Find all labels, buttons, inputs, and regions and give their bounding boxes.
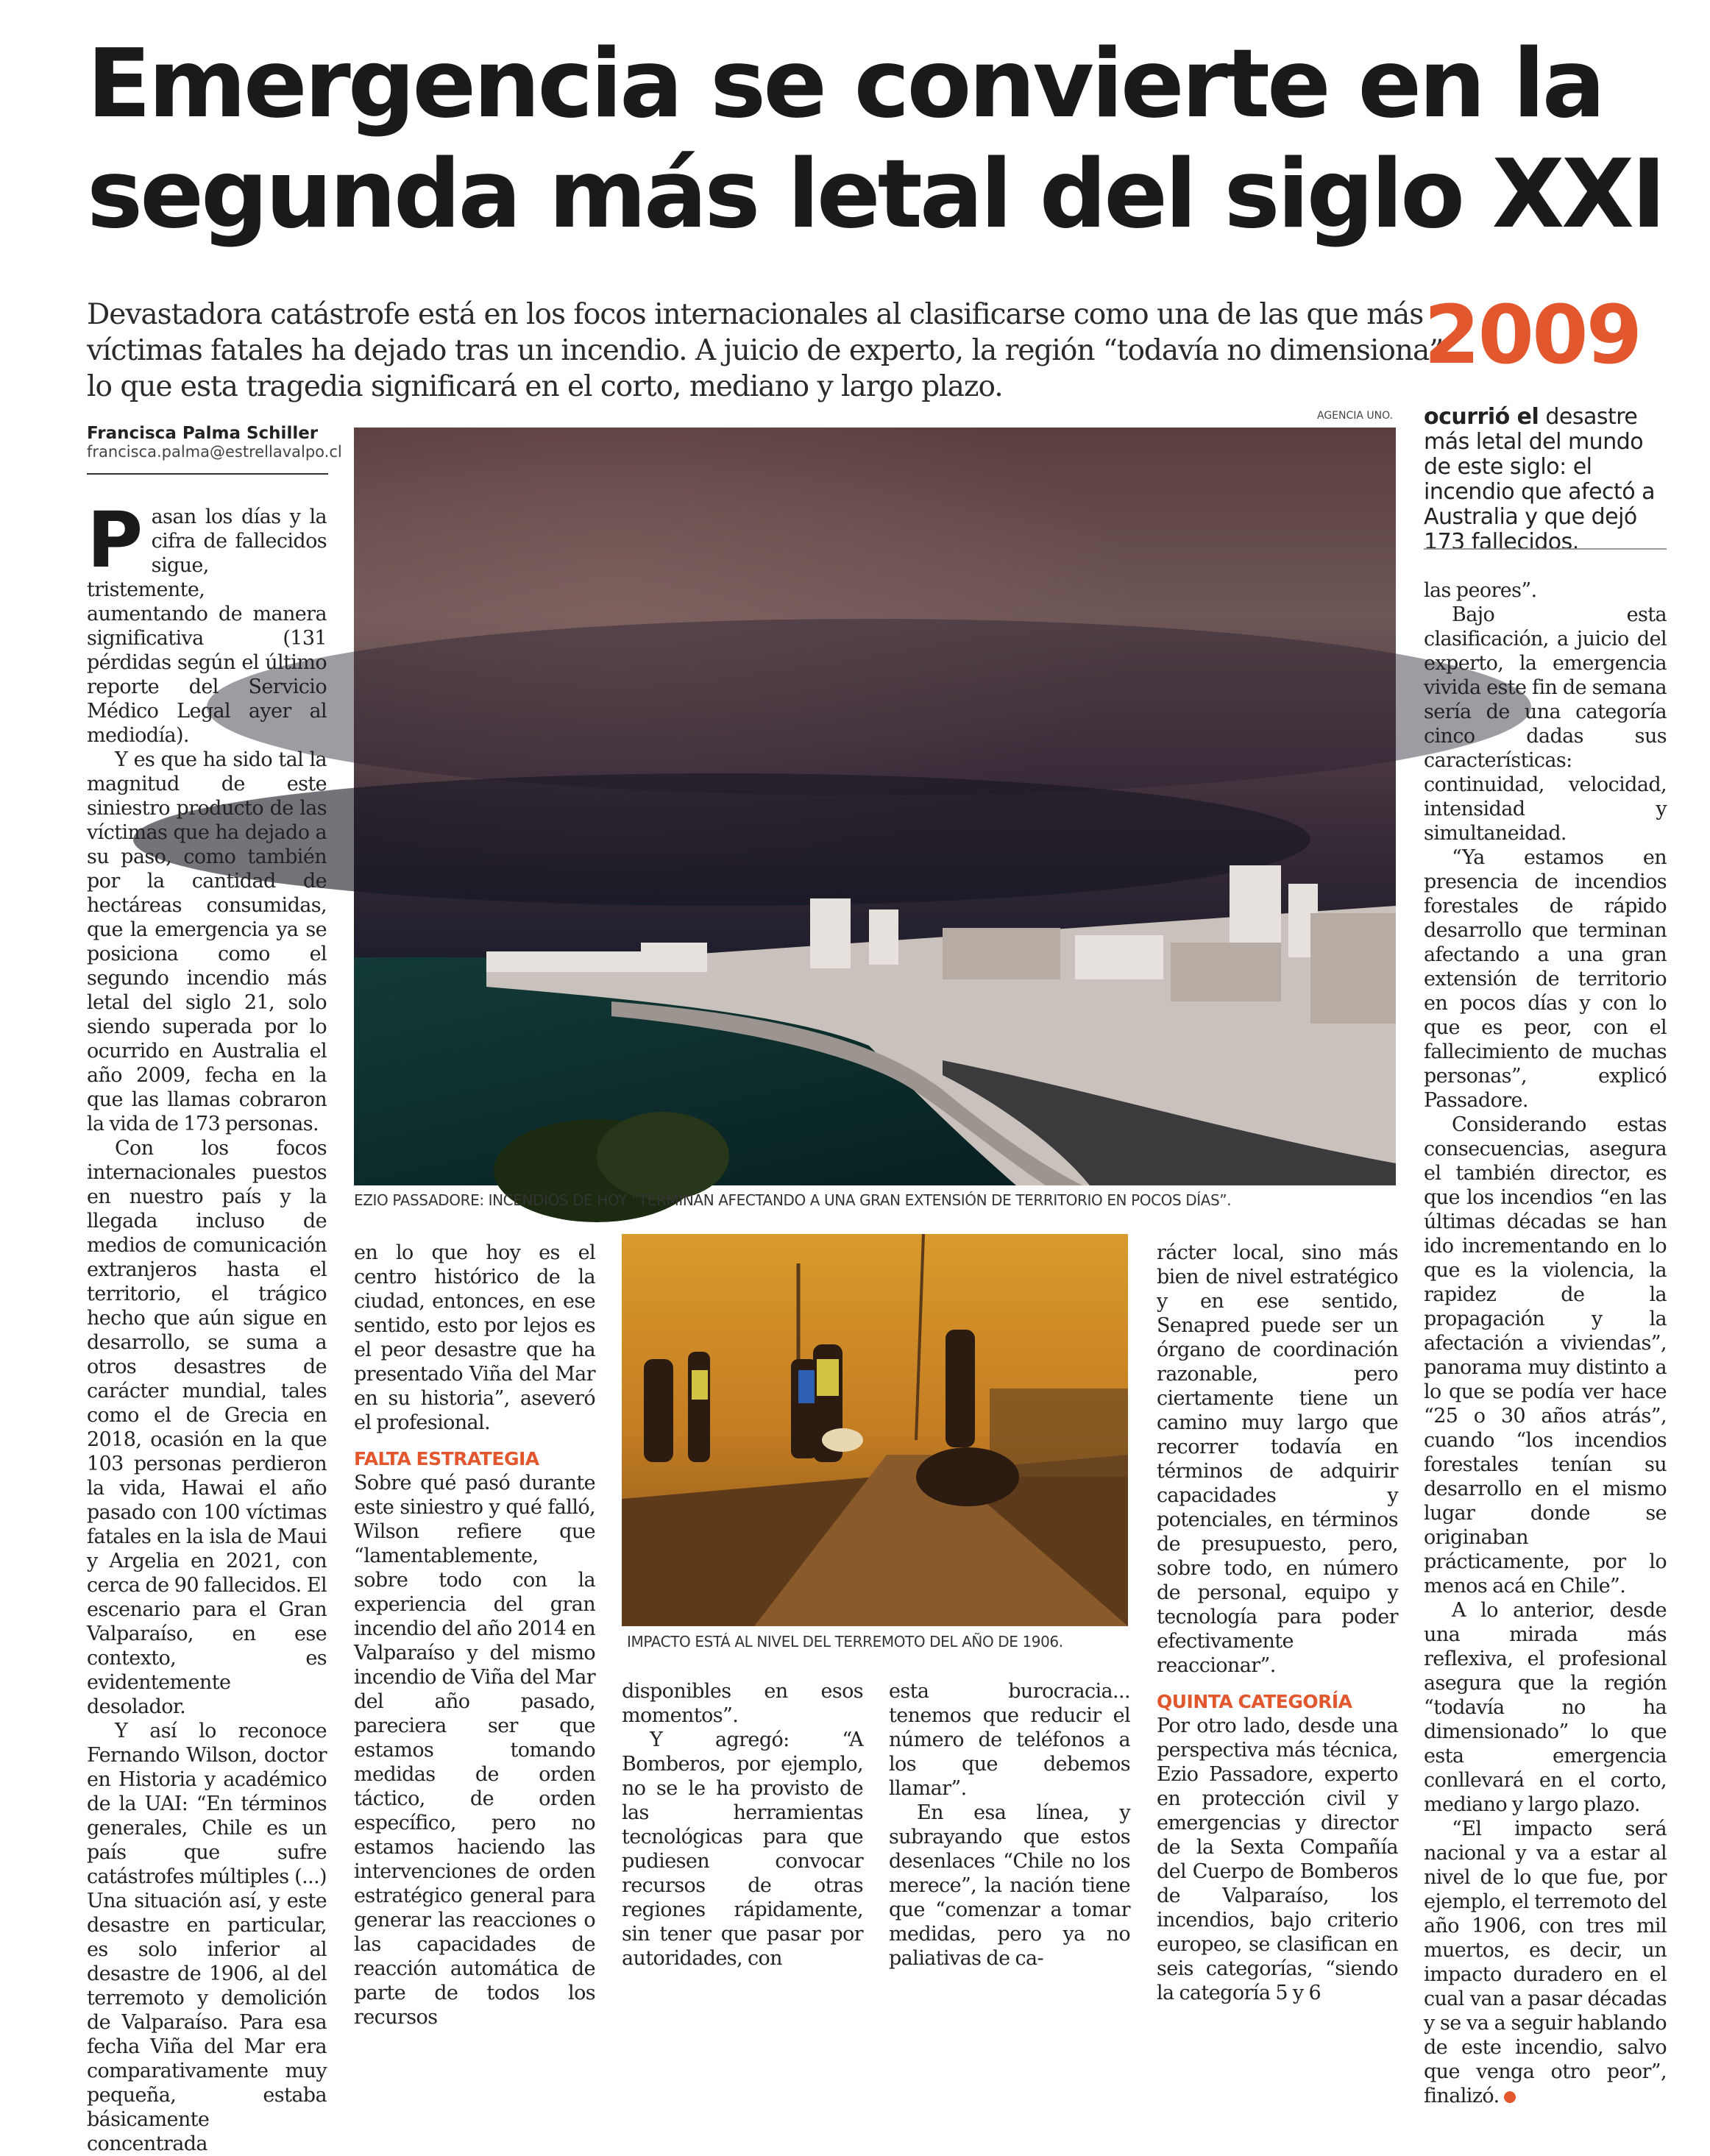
article-column-3	[622, 1679, 863, 1970]
col5-paragraph-1: rácter local, sino más bien de nivel estratégico y en ese sentido, Senapred puede ser un órgano de coordinación razonable, pero ciertamente tiene un camino muy largo que recorrer todavía en términos de adquirir capacidades y potenciales, en términos de presupuesto, pero, sobre todo, en número de personal, equipo y tecnología para poder efectivamente reaccionar”.	[1157, 1241, 1398, 1677]
article-column-1	[87, 495, 327, 2155]
col6-paragraph-5: A lo anterior, desde una mirada más reflexiva, el profesional asegura que la región “todavía no ha dimensionado” lo que esta emergencia conllevará en el corto, mediano y largo plazo.	[1424, 1599, 1667, 1816]
col1-paragraph-1: asan los días y la cifra de fallecidos sigue, tristemente, aumentando de manera significativa (131 pérdidas según el último reporte del Servicio Médico Legal ayer al mediodía).	[87, 506, 327, 747]
sidebar-fact-bold: ocurrió el	[1424, 404, 1539, 430]
photo-credit: AGENCIA UNO.	[1317, 410, 1394, 422]
byline-email: francisca.palma@estrellavalpo.cl	[87, 443, 342, 461]
col4-paragraph-1: esta burocracia... tenemos que reducir el número de teléfonos a los que debemos llamar”.	[889, 1680, 1130, 1800]
photo1-caption: EZIO PASSADORE: INCENDIOS DE HOY “TERMINAN AFECTANDO A UNA GRAN EXTENSIÓN DE TERRITORIO EN POCOS DÍAS”.	[354, 1191, 1232, 1209]
col1-paragraph-4: Y así lo reconoce Fernando Wilson, doctor en Historia y académico de la UAI: “En términos generales, Chile es un país que sufre catástrofes múltiples (...) Una situación así, y este desastre en particular, es solo inferior al desastre de 1906, al del terremoto y demolición de Valparaíso. Para esa fecha Viña del Mar era comparativamente muy pequeña, estaba básicamente concentrada	[87, 1720, 327, 2155]
headline	[87, 29, 1669, 250]
sidebar-divider	[1424, 548, 1667, 550]
col2-paragraph-1: en lo que hoy es el centro histórico de la ciudad, entonces, en ese sentido, esto por lejos es el peor desastre que ha presentado Viña del Mar en su historia”, aseveró el profesional.	[354, 1241, 595, 1434]
col4-paragraph-2: En esa línea, y subrayando que estos desenlaces “Chile no los merece”, la nación tiene que “comenzar a tomar medidas, pero ya no paliativas de ca-	[889, 1801, 1130, 1970]
col3-paragraph-1: disponibles en esos momentos”.	[622, 1680, 863, 1727]
col3-paragraph-2: Y agregó: “A Bomberos, por ejemplo, no se le ha provisto de las herramientas tecnológicas para que pudiesen convocar recursos de otras regiones rápidamente, sin tener que pasar por autoridades, con	[622, 1728, 863, 1970]
col6-paragraph-3: “Ya estamos en presencia de incendios forestales de rápido desarrollo que terminan afectando a una gran extensión de territorio en pocos días y con lo que es peor, con el fallecimiento de muchas personas”, explicó Passadore.	[1424, 846, 1667, 1112]
sidebar-fact-text: desastre más letal del mundo de este siglo: el incendio que afectó a Australia y que dejó 173 fallecidos.	[1424, 404, 1656, 555]
col2-paragraph-2: Sobre qué pasó durante este siniestro y qué falló, Wilson refiere que “lamentablemente, sobre todo con la experiencia del gran incendio del año 2014 en Valparaíso y del mismo incendio de Viña del Mar del año pasado, pareciera ser que estamos tomando medidas de orden táctico, de orden específico, pero no estamos haciendo las intervenciones de orden estratégico general para generar las reacciones o las capacidades de reacción automática de parte de todos los recursos	[354, 1472, 595, 2029]
byline-author: Francisca Palma Schiller	[87, 424, 319, 443]
coastline-photo	[354, 428, 1396, 1185]
drop-cap: P	[87, 495, 143, 585]
residents-photo	[622, 1234, 1128, 1626]
article-column-5	[1157, 1241, 1398, 2004]
sidebar-fact	[1424, 405, 1670, 555]
deck-line-3: lo que esta tragedia significará en el corto, mediano y largo plazo.	[87, 370, 1003, 403]
deck-line-2: víctimas fatales ha dejado tras un incendio. A juicio de experto, la región “todavía no dimensiona”	[87, 334, 1444, 367]
deck	[87, 297, 1444, 405]
article-column-2	[354, 1241, 595, 2029]
col1-paragraph-2: Y es que ha sido tal la magnitud de este siniestro producto de las víctimas que ha dejado a su paso, como también por la cantidad de hectáreas consumidas, que la emergencia ya se posiciona como el segundo incendio más letal del siglo 21, solo siendo superada por lo ocurrido en Australia el año 2009, fecha en la que las llamas cobraron la vida de 173 personas.	[87, 748, 327, 1135]
deck-line-1: Devastadora catástrofe está en los focos internacionales al clasificarse como una de las que más	[87, 298, 1424, 331]
col6-paragraph-1: las peores”.	[1424, 579, 1537, 602]
subhead-quinta-categoria: QUINTA CATEGORÍA	[1157, 1691, 1352, 1712]
col1-paragraph-3: Con los focos internacionales puestos en nuestro país y la llegada incluso de medios de comunicación extranjeros hasta el territorio, el trágico hecho que aún sigue en desarrollo, se suma a otros desastres de carácter mundial, tales como el de Grecia en 2018, ocasión en la que 103 personas perdieron la vida, Hawai el año pasado con 100 víctimas fatales en la isla de Maui y Argelia en 2021, con cerca de 90 fallecidos. El escenario para el Gran Valparaíso, en ese contexto, es evidentemente desolador.	[87, 1137, 327, 1718]
col6-paragraph-4: Considerando estas consecuencias, asegura el también director, es que los incendios “en las últimas décadas se han ido incrementando en lo que es la violencia, la rapidez de la propagación y la afectación a viviendas”, panorama muy distinto a lo que se podía ver hace “25 o 30 años atrás”, cuando “los incendios forestales tenían su desarrollo en el mismo lugar donde se originaban prácticamente, por lo menos acá en Chile”.	[1424, 1113, 1667, 1598]
sidebar-year: 2009	[1424, 288, 1641, 382]
photo2-caption: IMPACTO ESTÁ AL NIVEL DEL TERREMOTO DEL AÑO DE 1906.	[627, 1633, 1063, 1650]
end-of-article-icon	[1504, 2091, 1516, 2103]
headline-line-2: segunda más letal del siglo XXI	[87, 140, 1664, 249]
col6-paragraph-6: “El impacto será nacional y va a estar al nivel de lo que fue, por ejemplo, el terremoto del año 1906, con tres mil muertos, es decir, un impacto duradero en el cual van a pasar décadas y se va a seguir hablando de este incendio, salvo que venga otro peor”, finalizó.	[1424, 1818, 1667, 2107]
col5-paragraph-2: Por otro lado, desde una perspectiva más técnica, Ezio Passadore, experto en protección civil y emergencias y director de la Sexta Compañía del Cuerpo de Bomberos de Valparaíso, los incendios, bajo criterio europeo, se clasifican en seis categorías, “siendo la categoría 5 y 6	[1157, 1714, 1398, 2004]
article-column-4	[889, 1679, 1130, 1970]
article-column-6	[1424, 578, 1667, 2107]
subhead-falta-estrategia: FALTA ESTRATEGIA	[354, 1448, 539, 1469]
headline-line-1: Emergencia se convierte en la	[87, 29, 1603, 139]
col6-paragraph-2: Bajo esta clasificación, a juicio del experto, la emergencia vivida este fin de semana sería de una categoría cinco dadas sus características: continuidad, velocidad, intensidad y simultaneidad.	[1424, 603, 1667, 845]
byline-divider	[87, 473, 328, 475]
